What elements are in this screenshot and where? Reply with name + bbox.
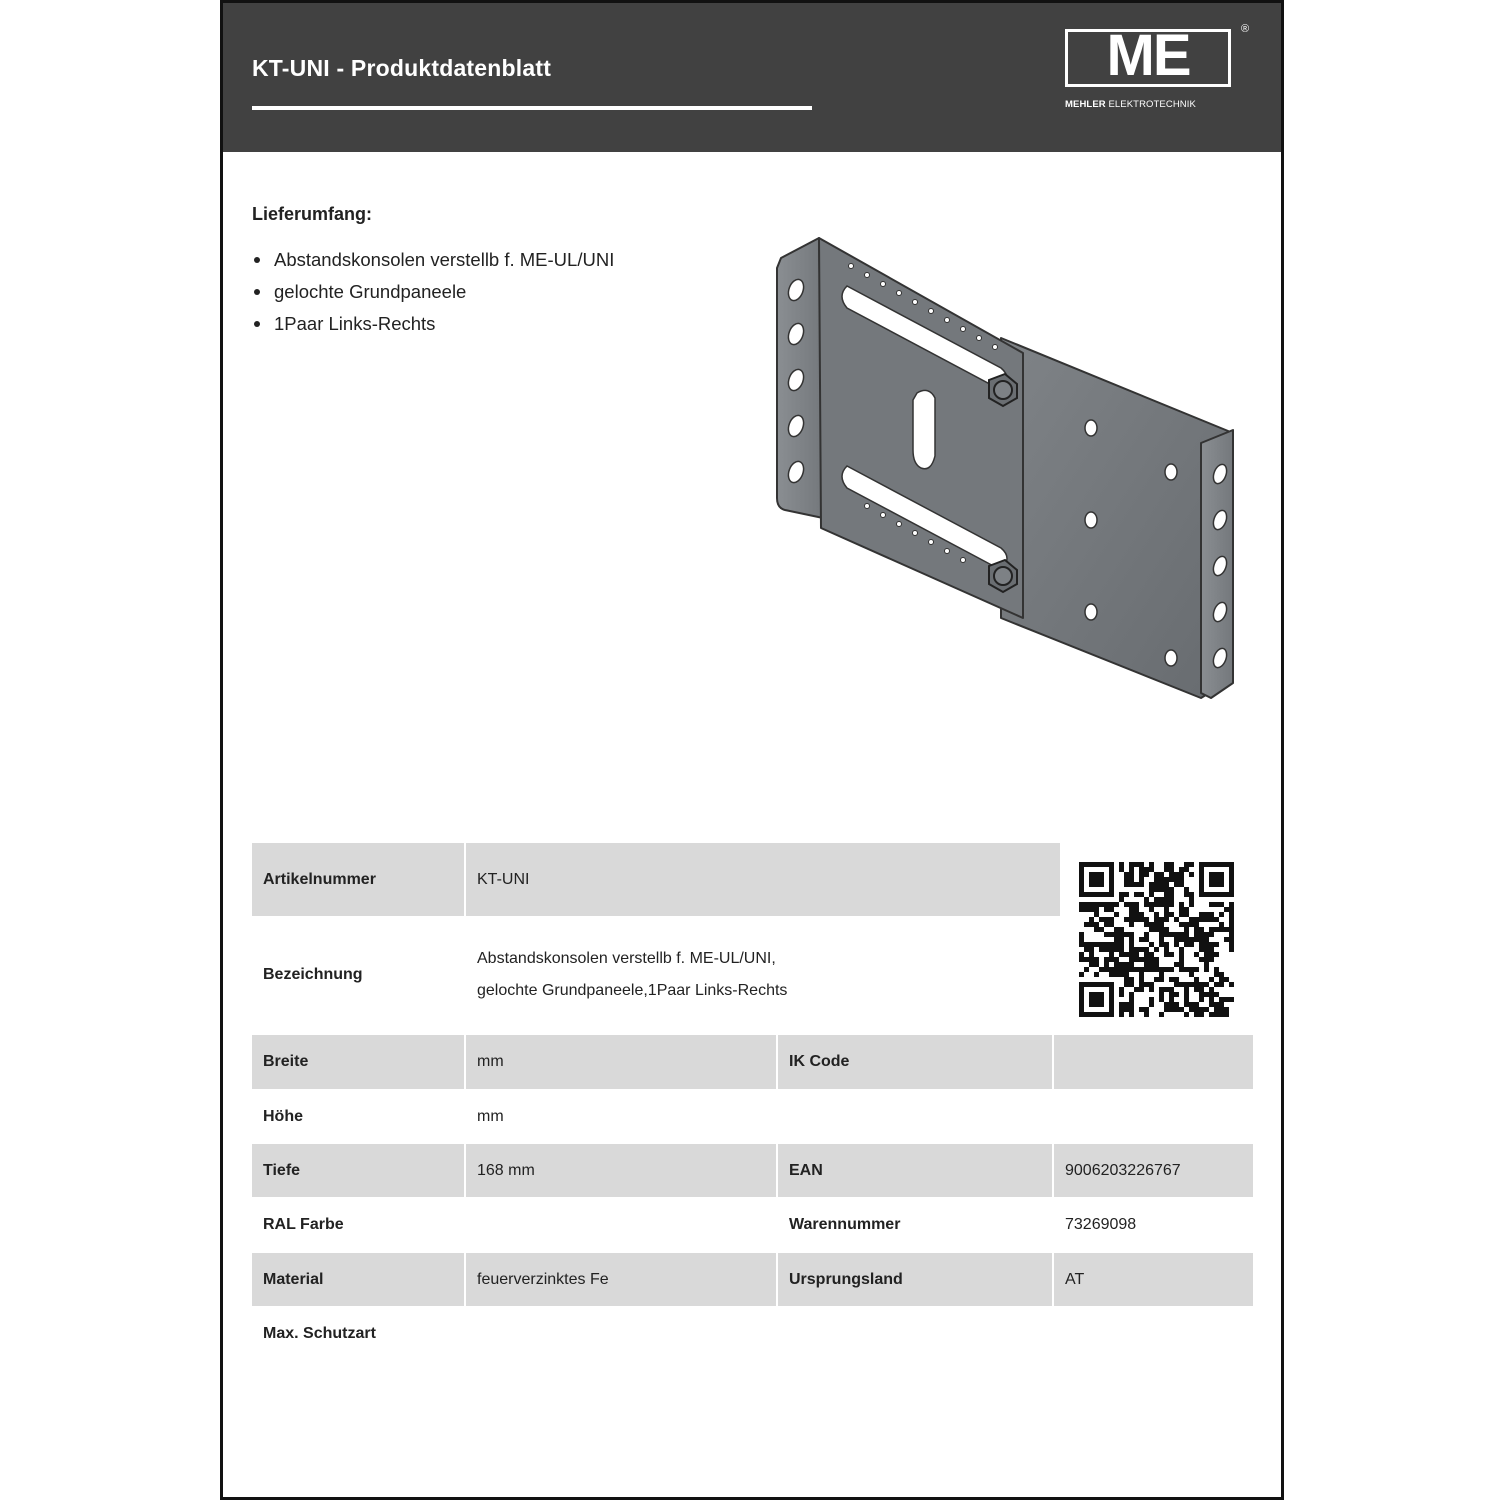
scope-list (252, 244, 614, 340)
hs-code-label: Warennummer (789, 1216, 901, 1233)
table-row (252, 1306, 1253, 1362)
logo-tagline-text: ELEKTROTECHNIK (1108, 99, 1196, 110)
registered-mark: ® (1241, 23, 1250, 35)
logo-letters: ME (1106, 23, 1190, 88)
depth-value: 168 mm (466, 1144, 776, 1197)
article-number-label: Artikelnummer (252, 843, 464, 916)
ik-code-value (1054, 1035, 1253, 1089)
width-value: mm (466, 1035, 776, 1089)
origin-value: AT (1054, 1253, 1253, 1306)
table-row (252, 843, 1060, 916)
hs-code-value: 73269098 (1065, 1216, 1137, 1233)
protection-value (466, 1306, 776, 1362)
table-row (252, 1035, 1253, 1089)
qr-code-icon (1079, 862, 1234, 1017)
designation-line: gelochte Grundpaneele,1Paar Links-Rechts (477, 982, 788, 999)
depth-label: Tiefe (252, 1144, 464, 1197)
height-value: mm (477, 1107, 504, 1125)
width-label: Breite (252, 1035, 464, 1089)
table-row (252, 1197, 1253, 1253)
table-row (252, 916, 1060, 1034)
title-underline (252, 106, 812, 110)
ean-value: 9006203226767 (1054, 1144, 1253, 1197)
logo-brand: MEHLER (1065, 99, 1106, 110)
mehler-logo (1065, 23, 1257, 117)
datasheet-page (220, 0, 1284, 1500)
ean-label: EAN (778, 1144, 1052, 1197)
designation-label: Bezeichnung (263, 966, 363, 983)
protection-label: Max. Schutzart (263, 1325, 376, 1342)
bracket-product-image (771, 228, 1261, 718)
header-bar (223, 0, 1281, 152)
height-label: Höhe (263, 1107, 303, 1125)
scope-item: Abstandskonsolen verstellb f. ME-UL/UNI (252, 244, 614, 276)
material-label: Material (252, 1253, 464, 1306)
page-title: KT-UNI - Produktdatenblatt (252, 55, 552, 81)
scope-heading: Lieferumfang: (252, 204, 373, 224)
origin-label: Ursprungsland (778, 1253, 1052, 1306)
ral-label: RAL Farbe (263, 1216, 344, 1233)
scope-item: gelochte Grundpaneele (252, 276, 614, 308)
designation-line: Abstandskonsolen verstellb f. ME-UL/UNI, (477, 950, 776, 967)
material-value: feuerverzinktes Fe (466, 1253, 776, 1306)
ral-value (466, 1197, 776, 1253)
table-row (252, 1089, 1253, 1144)
ik-code-label: IK Code (778, 1035, 1052, 1089)
logo-tagline (1065, 99, 1245, 110)
scope-item: 1Paar Links-Rechts (252, 308, 614, 340)
designation-value (466, 916, 1060, 1034)
table-row (252, 1144, 1253, 1197)
table-row (252, 1253, 1253, 1306)
article-number-value: KT-UNI (466, 843, 1060, 916)
